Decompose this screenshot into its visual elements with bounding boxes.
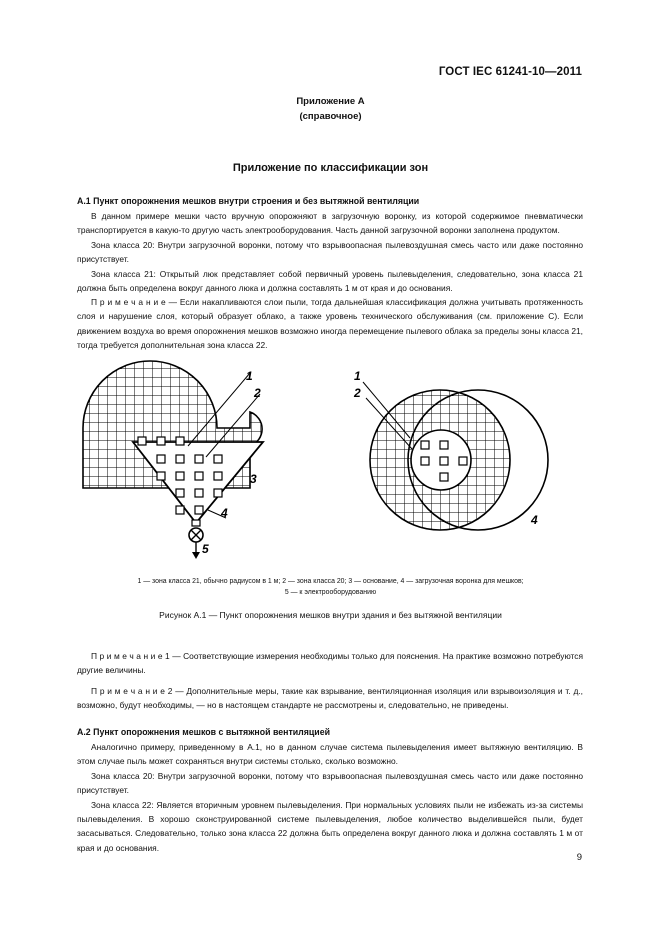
left-label-3: 3	[250, 472, 257, 486]
left-label-2: 2	[254, 386, 261, 400]
note-text: — Соответствующие измерения необходимы только для пояснения. На практике возможно потребуются другие величины.	[77, 651, 584, 676]
note-label: П р и м е ч а н и е 1	[91, 651, 170, 661]
note-label: П р и м е ч а н и е 2	[91, 686, 173, 696]
note-text: — Если накапливаются слои пыли, тогда дальнейшая классификация должна учитывать протяженность слоя и нарушение слоя, который образует облако, а также уровень технического обслуживания (см. приложение C). Если движением воздуха во время опорожнения мешков возможно иногда перемещение пылевого облака за пределы зоны класса 21, тогда требуется дополнительная зона класса 22.	[77, 297, 583, 351]
document-header: ГОСТ IEC 61241-10—2011	[438, 66, 582, 78]
appendix-type: (справочное)	[299, 111, 362, 122]
right-diagram	[353, 369, 548, 530]
right-label-4: 4	[531, 513, 538, 527]
appendix-label: Приложение А	[296, 96, 365, 107]
section-a2-heading: A.2 Пункт опорожнения мешков с вытяжной вентиляцией	[77, 727, 331, 737]
page-number: 9	[576, 852, 582, 863]
section-a1-heading: A.1 Пункт опорожнения мешков внутри строения и без вытяжной вентиляции	[77, 196, 420, 206]
note-1	[77, 649, 583, 678]
arrow-down-icon	[192, 552, 200, 559]
note-2	[77, 684, 583, 713]
figure-a1	[0, 360, 661, 575]
section-a1-note	[77, 295, 583, 353]
paragraph: Зона класса 22: Является вторичным уровнем пылевыделения. При нормальных условиях пыли не избежать из-за системы пылевыделения. В хорошо сконструированной системе пылевыделения, любое количество выделившейся пыли, будет засасываться. Следовательно, только зона класса 22 должна быть определена вокруг данного люка и должна составлять 1 м от края и до основания.	[77, 799, 583, 853]
left-label-5: 5	[202, 542, 209, 556]
appendix-title: Приложение по классификации зон	[232, 162, 429, 174]
paragraph: В данном примере мешки часто вручную опорожняют в загрузочную воронку, из которой содержимое пневматически транспортируется в какую-то другую часть электрооборудования. Часть данной загрузочной воронки заполнена продуктом.	[77, 211, 583, 236]
caption-line: 1 — зона класса 21, обычно радиусом в 1 м; 2 — зона класса 20; 3 — основание, 4 — загрузочная воронка для мешков;	[137, 578, 524, 585]
left-label-4: 4	[221, 506, 228, 520]
left-label-1: 1	[246, 369, 253, 383]
note-text: — Дополнительные меры, такие как взрывание, вентиляционная изоляция или взрывоизоляция и т. д., возможно, будут необходимы, — но в настоящем стандарте не рассмотрены и, следовательно, не приведены.	[77, 686, 583, 711]
figure-caption	[60, 577, 601, 598]
note-label: П р и м е ч а н и е	[91, 297, 166, 307]
paragraph: Аналогично примеру, приведенному в А.1, но в данном случае система пылевыделения имеет вытяжную вентиляцию. В этом случае пыль может сохраняться внутри системы столько, сколько возможно.	[77, 742, 583, 767]
left-diagram	[83, 360, 263, 559]
right-label-1: 1	[354, 369, 361, 383]
paragraph: Зона класса 20: Внутри загрузочной воронки, потому что взрывоопасная пылевоздушная смесь часто или даже постоянно присутствует.	[77, 770, 583, 796]
caption-line: 5 — к электрооборудованию	[284, 588, 377, 596]
paragraph: Зона класса 20: Внутри загрузочной воронки, потому что взрывоопасная пылевоздушная смесь часто или даже постоянно присутствует.	[77, 239, 583, 265]
paragraph: Зона класса 21: Открытый люк представляет собой первичный уровень пылевыделения, следовательно, зона класса 21 должна быть определена вокруг данного люка и должна составлять 1 м от края и до основания.	[77, 268, 583, 294]
section-a1-body	[77, 209, 583, 295]
section-a2-body	[77, 740, 583, 855]
right-label-2: 2	[354, 386, 361, 400]
figure-title: Рисунок А.1 — Пункт опорожнения мешков внутри здания и без вытяжной вентиляции	[159, 610, 502, 620]
